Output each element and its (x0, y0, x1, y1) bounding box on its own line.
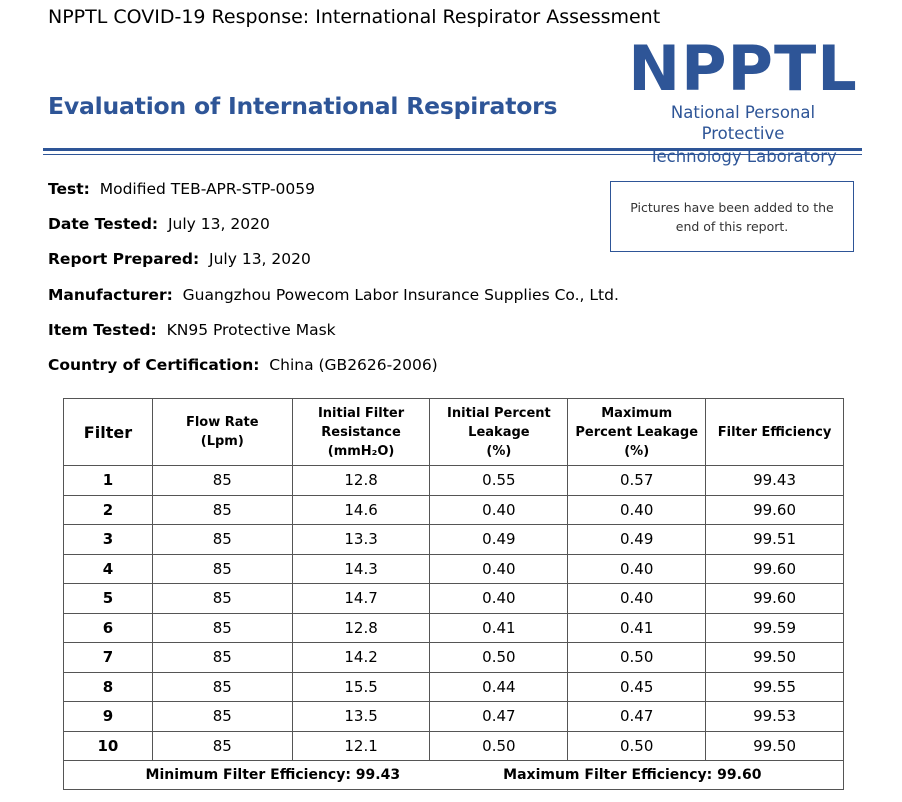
meta-report-label: Report Prepared: (48, 250, 200, 268)
cell-filter: 7 (64, 643, 153, 673)
cell-initial-leakage: 0.49 (430, 525, 568, 555)
cell-filter-efficiency: 99.53 (706, 702, 844, 732)
table-row (64, 702, 844, 732)
cell-max-leakage: 0.45 (568, 672, 706, 702)
meta-report-value: July 13, 2020 (209, 250, 311, 268)
cell-filter: 10 (64, 731, 153, 761)
cell-max-leakage: 0.40 (568, 584, 706, 614)
cell-filter: 9 (64, 702, 153, 732)
cell-max-leakage: 0.40 (568, 495, 706, 525)
cell-initial-resistance: 13.3 (292, 525, 430, 555)
table-row (64, 731, 844, 761)
cell-initial-resistance: 12.8 (292, 466, 430, 496)
cell-initial-leakage: 0.47 (430, 702, 568, 732)
cell-initial-resistance: 13.5 (292, 702, 430, 732)
pictures-note-box (610, 181, 854, 252)
cell-filter-efficiency: 99.43 (706, 466, 844, 496)
cell-flow-rate: 85 (152, 702, 292, 732)
cell-filter: 5 (64, 584, 153, 614)
col-header-initial-leakage (430, 399, 568, 466)
cell-filter: 2 (64, 495, 153, 525)
cell-filter: 3 (64, 525, 153, 555)
col-header-line: Maximum (601, 405, 673, 421)
summary-cell (64, 761, 844, 790)
meta-date-label: Date Tested: (48, 215, 159, 233)
col-header-line: Resistance (321, 424, 401, 440)
col-header-line: Filter Efficiency (717, 424, 832, 440)
cell-initial-leakage: 0.44 (430, 672, 568, 702)
meta-country (48, 356, 438, 374)
table-row (64, 466, 844, 496)
cell-initial-resistance: 14.6 (292, 495, 430, 525)
cell-initial-resistance: 12.8 (292, 613, 430, 643)
cell-flow-rate: 85 (152, 554, 292, 584)
meta-report-prepared (48, 250, 311, 268)
results-table (63, 398, 844, 790)
cell-flow-rate: 85 (152, 525, 292, 555)
logo-mark: NPPTL (628, 32, 858, 105)
cell-flow-rate: 85 (152, 731, 292, 761)
cell-flow-rate: 85 (152, 672, 292, 702)
cell-initial-leakage: 0.50 (430, 643, 568, 673)
col-header-line: Initial Filter (317, 405, 405, 421)
document-header-title: NPPTL COVID-19 Response: International Respirator Assessment (48, 6, 661, 28)
cell-filter-efficiency: 99.59 (706, 613, 844, 643)
cell-initial-resistance: 15.5 (292, 672, 430, 702)
cell-flow-rate: 85 (152, 613, 292, 643)
cell-initial-resistance: 12.1 (292, 731, 430, 761)
col-header-line: Percent Leakage (575, 424, 699, 440)
meta-test (48, 180, 315, 198)
cell-max-leakage: 0.50 (568, 643, 706, 673)
table-row (64, 554, 844, 584)
min-efficiency-summary: Minimum Filter Efficiency: 99.43 (145, 767, 401, 783)
meta-test-value: Modified TEB-APR-STP-0059 (99, 180, 315, 198)
meta-date-tested (48, 215, 270, 233)
cell-initial-resistance: 14.7 (292, 584, 430, 614)
cell-filter: 6 (64, 613, 153, 643)
cell-initial-leakage: 0.40 (430, 495, 568, 525)
header-divider-thin (43, 154, 862, 155)
cell-initial-leakage: 0.41 (430, 613, 568, 643)
table-row (64, 672, 844, 702)
col-header-line: (%) (486, 443, 512, 459)
col-header-max-leakage (568, 399, 706, 466)
meta-manufacturer-label: Manufacturer: (48, 286, 173, 304)
cell-filter-efficiency: 99.51 (706, 525, 844, 555)
meta-item-label: Item Tested: (48, 321, 157, 339)
meta-manufacturer-value: Guangzhou Powecom Labor Insurance Supplies Co., Ltd. (182, 286, 619, 304)
cell-flow-rate: 85 (152, 643, 292, 673)
col-header-filter (64, 399, 153, 466)
cell-initial-leakage: 0.55 (430, 466, 568, 496)
col-header-flow-rate (152, 399, 292, 466)
cell-filter-efficiency: 99.60 (706, 554, 844, 584)
page-title: Evaluation of International Respirators (48, 92, 558, 120)
cell-max-leakage: 0.50 (568, 731, 706, 761)
meta-country-value: China (GB2626-2006) (269, 356, 438, 374)
cell-flow-rate: 85 (152, 584, 292, 614)
logo-subtitle-line1: National Personal Protective (670, 103, 816, 143)
table-row (64, 525, 844, 555)
cell-initial-resistance: 14.3 (292, 554, 430, 584)
table-row (64, 643, 844, 673)
table-row (64, 584, 844, 614)
cell-filter-efficiency: 99.55 (706, 672, 844, 702)
pictures-note-text: Pictures have been added to the end of this report. (630, 199, 834, 234)
cell-max-leakage: 0.41 (568, 613, 706, 643)
cell-initial-leakage: 0.50 (430, 731, 568, 761)
cell-initial-resistance: 14.2 (292, 643, 430, 673)
cell-filter: 8 (64, 672, 153, 702)
col-header-line: (mmH₂O) (327, 443, 395, 459)
col-header-line: Filter (83, 422, 133, 442)
cell-max-leakage: 0.47 (568, 702, 706, 732)
meta-date-value: July 13, 2020 (167, 215, 270, 233)
cell-initial-leakage: 0.40 (430, 554, 568, 584)
max-efficiency-summary: Maximum Filter Efficiency: 99.60 (503, 767, 762, 783)
table-summary-row (64, 761, 844, 790)
col-header-initial-resistance (292, 399, 430, 466)
col-header-line: (Lpm) (200, 434, 244, 449)
col-header-line: Leakage (468, 424, 530, 440)
meta-item-value: KN95 Protective Mask (166, 321, 336, 339)
cell-filter: 1 (64, 466, 153, 496)
table-row (64, 495, 844, 525)
col-header-line: (%) (624, 443, 650, 459)
cell-flow-rate: 85 (152, 495, 292, 525)
cell-max-leakage: 0.40 (568, 554, 706, 584)
col-header-line: Flow Rate (185, 415, 259, 430)
cell-initial-leakage: 0.40 (430, 584, 568, 614)
cell-max-leakage: 0.49 (568, 525, 706, 555)
cell-filter: 4 (64, 554, 153, 584)
cell-max-leakage: 0.57 (568, 466, 706, 496)
meta-test-label: Test: (48, 180, 90, 198)
header-divider (43, 148, 862, 151)
meta-manufacturer (48, 286, 619, 304)
cell-filter-efficiency: 99.50 (706, 731, 844, 761)
meta-item-tested (48, 321, 336, 339)
col-header-filter-efficiency (706, 399, 844, 466)
logo-subtitle-line2: Technology Laboratory (649, 147, 837, 166)
meta-country-label: Country of Certification: (48, 356, 260, 374)
cell-filter-efficiency: 99.50 (706, 643, 844, 673)
col-header-line: Initial Percent (447, 405, 551, 421)
cell-flow-rate: 85 (152, 466, 292, 496)
cell-filter-efficiency: 99.60 (706, 584, 844, 614)
table-header-row (64, 399, 844, 466)
cell-filter-efficiency: 99.60 (706, 495, 844, 525)
table-row (64, 613, 844, 643)
